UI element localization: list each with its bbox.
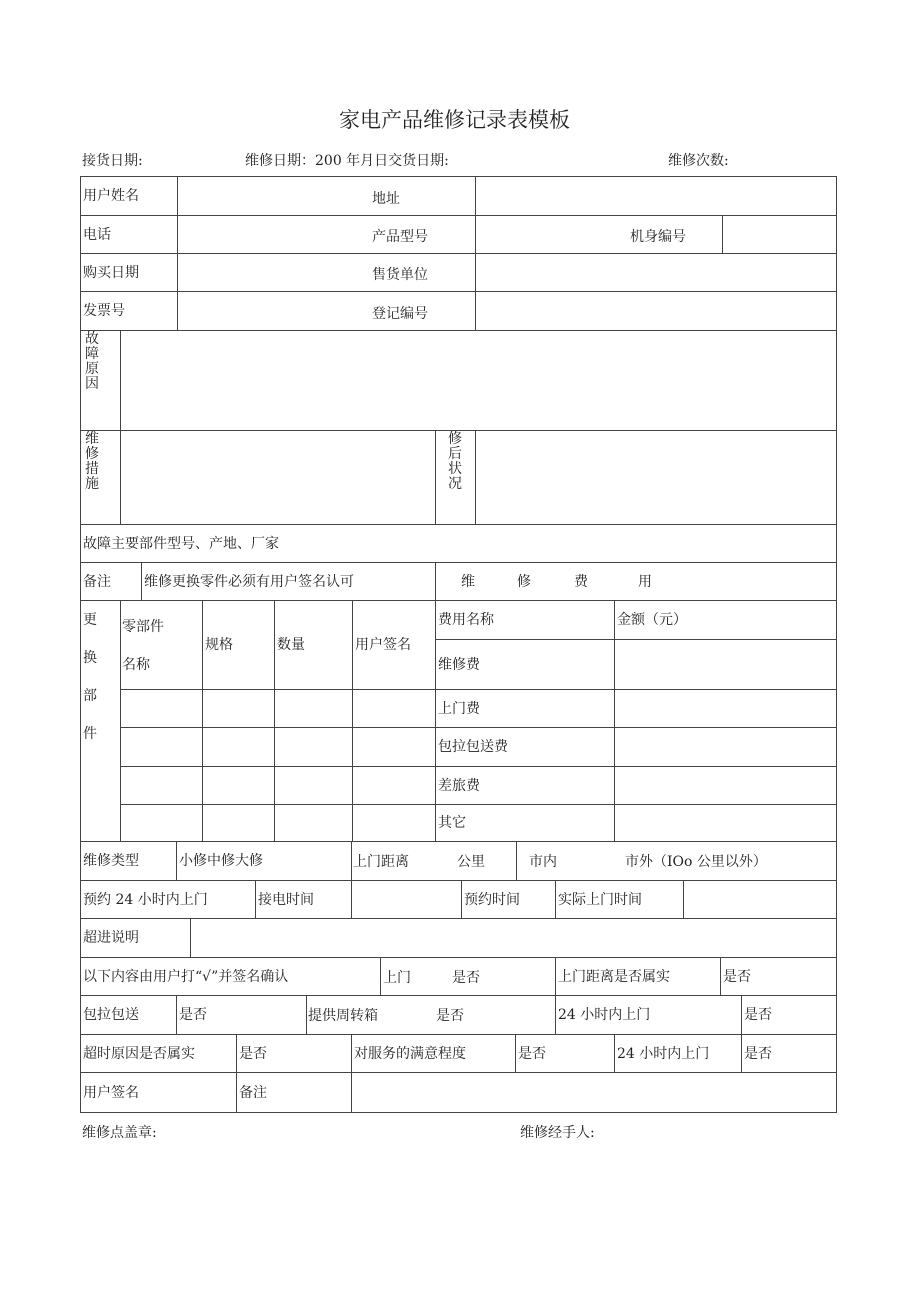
parts-cell[interactable] — [202, 766, 275, 805]
serial-no-field[interactable] — [722, 215, 837, 254]
within-24h-yes-no[interactable]: 是否 — [741, 995, 837, 1035]
parts-cell[interactable] — [202, 804, 275, 842]
visit-distance-label: 上门距离 — [353, 854, 409, 870]
user-sign-label: 用户签名 — [80, 1072, 237, 1113]
parts-cell[interactable] — [202, 727, 275, 767]
overtime-note-field[interactable] — [190, 918, 837, 958]
repair-date-label: 维修日期：200 年月日交货日期: — [245, 153, 449, 169]
address-label: 地址 — [372, 191, 400, 207]
fee-item-onsite: 上门费 — [435, 689, 615, 728]
repair-type-label: 维修类型 — [80, 841, 177, 881]
overtime-yes-no[interactable]: 是否 — [236, 1034, 352, 1073]
parts-cell[interactable] — [352, 766, 436, 805]
parts-cell[interactable] — [120, 766, 203, 805]
fee-item-repair: 维修费 — [435, 639, 615, 690]
distance-true-yes-no[interactable]: 是否 — [720, 957, 837, 996]
visit-distance-cell[interactable] — [351, 841, 517, 881]
distance-true-label: 上门距离是否属实 — [555, 957, 721, 996]
fee-amount-other[interactable] — [614, 804, 837, 842]
parts-cell[interactable] — [120, 689, 203, 728]
parts-name-header — [120, 600, 203, 690]
seller-field[interactable] — [475, 253, 837, 292]
fault-parts-label: 故障主要部件型号、产地、厂家 — [80, 524, 837, 563]
satisfaction-label: 对服务的满意程度 — [351, 1034, 516, 1073]
parts-cell[interactable] — [274, 804, 353, 842]
stamp-label: 维修点盖章: — [82, 1125, 157, 1141]
overtime-true-label: 超时原因是否属实 — [80, 1034, 237, 1073]
appointment-24h-label: 预约 24 小时内上门 — [80, 880, 256, 919]
fee-amount-travel[interactable] — [614, 766, 837, 805]
parts-cell[interactable] — [120, 727, 203, 767]
amount-header: 金额（元） — [614, 600, 837, 640]
post-repair-status-label: 修后状况 — [435, 430, 476, 525]
call-time-field[interactable] — [351, 880, 462, 919]
seller-label: 售货单位 — [372, 267, 428, 283]
fault-cause-label: 故障原因 — [80, 330, 121, 431]
fee-header-char-3: 费 — [574, 574, 588, 590]
parts-cell[interactable] — [274, 689, 353, 728]
address-field[interactable] — [475, 176, 837, 216]
phone-field[interactable] — [177, 215, 476, 254]
handler-label: 维修经手人: — [520, 1125, 595, 1141]
fee-name-header: 费用名称 — [435, 600, 615, 640]
parts-cell[interactable] — [274, 766, 353, 805]
spec-header: 规格 — [202, 600, 275, 690]
in-city-label: 市内 — [529, 854, 557, 870]
overtime-note-label: 超进说明 — [80, 918, 191, 958]
quantity-header: 数量 — [274, 600, 353, 690]
fee-amount-pickup[interactable] — [614, 727, 837, 767]
fault-cause-field[interactable] — [120, 330, 837, 431]
post-repair-status-field[interactable] — [475, 430, 837, 525]
repair-measures-field[interactable] — [120, 430, 436, 525]
within-24h-label: 24 小时内上门 — [555, 995, 742, 1035]
spare-box-cell[interactable] — [306, 995, 556, 1035]
register-no-label: 登记编号 — [372, 306, 428, 322]
parts-name-line-2: 名称 — [122, 657, 150, 673]
invoice-no-label: 发票号 — [80, 291, 178, 331]
parts-cell[interactable] — [202, 689, 275, 728]
km-label: 公里 — [457, 854, 485, 870]
purchase-date-label: 购买日期 — [80, 253, 178, 292]
repair-type-value[interactable]: 小修中修大修 — [176, 841, 352, 881]
replace-note: 维修更换零件必须有用户签名认可 — [141, 562, 436, 601]
remark2-field[interactable] — [351, 1072, 837, 1113]
parts-name-line-1: 零部件 — [122, 619, 164, 635]
fee-amount-onsite[interactable] — [614, 689, 837, 728]
remarks-label: 备注 — [80, 562, 142, 601]
fee-header-char-1: 维 — [461, 574, 475, 590]
customer-name-label: 用户姓名 — [80, 176, 178, 216]
actual-visit-time-label: 实际上门时间 — [555, 880, 684, 919]
parts-cell[interactable] — [352, 804, 436, 842]
within-24h-label-2: 24 小时内上门 — [614, 1034, 742, 1073]
fee-header-char-4: 用 — [638, 574, 652, 590]
fee-item-travel: 差旅费 — [435, 766, 615, 805]
onsite-label: 上门 — [383, 970, 411, 986]
fee-item-other: 其它 — [435, 804, 615, 842]
call-time-label: 接电时间 — [255, 880, 352, 919]
parts-cell[interactable] — [352, 689, 436, 728]
confirm-note: 以下内容由用户打“√”并签名确认 — [80, 957, 381, 996]
onsite-cell[interactable] — [380, 957, 556, 996]
fee-header-char-2: 修 — [517, 574, 531, 590]
pickup-yes-no[interactable]: 是否 — [176, 995, 307, 1035]
product-model-label: 产品型号 — [372, 229, 428, 245]
repair-fee-header — [435, 562, 837, 601]
invoice-no-field[interactable] — [177, 291, 476, 331]
receive-date-label: 接货日期: — [82, 153, 143, 169]
replace-parts-label: 更换部件 — [80, 600, 121, 842]
spare-box-yes-no: 是否 — [436, 1008, 464, 1024]
pickup-delivery-label: 包拉包送 — [80, 995, 177, 1035]
within-24h-yes-no-2[interactable]: 是否 — [741, 1034, 837, 1073]
purchase-date-field[interactable] — [177, 253, 476, 292]
remark2-label: 备注 — [236, 1072, 352, 1113]
parts-cell[interactable] — [352, 727, 436, 767]
satisfaction-yes-no[interactable]: 是否 — [515, 1034, 615, 1073]
serial-no-label: 机身编号 — [630, 229, 686, 245]
repair-count-label: 维修次数: — [668, 153, 729, 169]
phone-label: 电话 — [80, 215, 178, 254]
actual-visit-time-field[interactable] — [683, 880, 837, 919]
city-cell[interactable] — [516, 841, 837, 881]
appointment-time-label: 预约时间 — [461, 880, 556, 919]
onsite-yes-no: 是否 — [452, 970, 480, 986]
customer-name-field[interactable] — [177, 176, 476, 216]
user-signature-header: 用户签名 — [352, 600, 436, 690]
register-no-field[interactable] — [475, 291, 837, 331]
out-city-label: 市外（IOo 公里以外） — [625, 854, 767, 870]
page-title: 家电产品维修记录表模板 — [339, 108, 570, 132]
fee-item-pickup: 包拉包送费 — [435, 727, 615, 767]
fee-amount-repair[interactable] — [614, 639, 837, 690]
parts-cell[interactable] — [120, 804, 203, 842]
parts-cell[interactable] — [274, 727, 353, 767]
repair-measures-label: 维修措施 — [80, 430, 121, 525]
spare-box-label: 提供周转箱 — [308, 1008, 378, 1024]
